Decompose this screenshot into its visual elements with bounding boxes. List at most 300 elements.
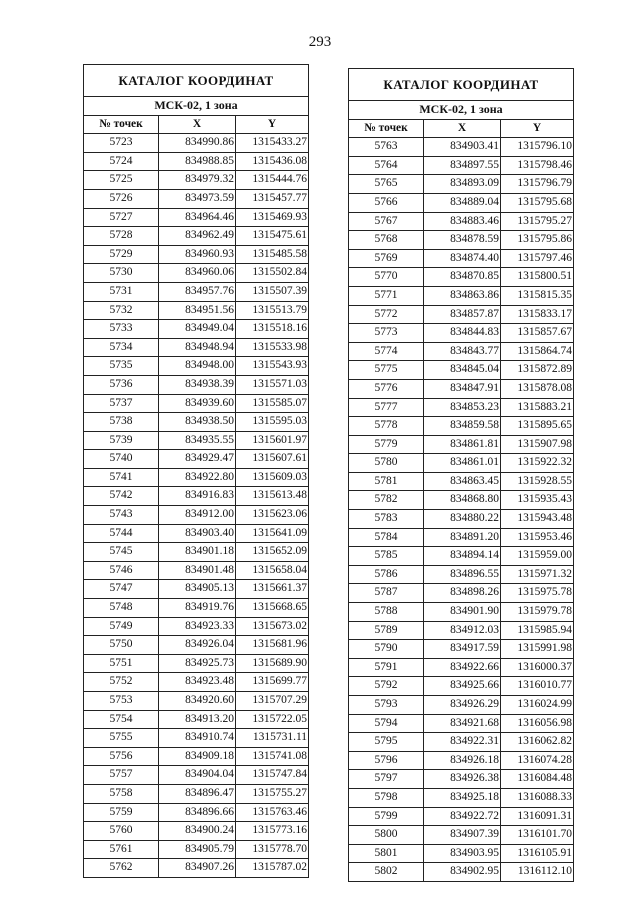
y-coordinate-cell: 1315922.32	[501, 454, 574, 473]
y-coordinate-cell: 1315444.76	[236, 171, 309, 190]
y-coordinate-cell: 1315800.51	[501, 268, 574, 287]
point-number-cell: 5739	[84, 431, 159, 450]
y-coordinate-cell: 1315953.46	[501, 528, 574, 547]
table-row	[349, 528, 574, 547]
table-row	[349, 696, 574, 715]
table-row	[84, 171, 309, 190]
table-row	[84, 673, 309, 692]
y-coordinate-cell: 1315787.02	[236, 859, 309, 878]
point-number-cell: 5731	[84, 282, 159, 301]
table-row	[84, 747, 309, 766]
y-coordinate-cell: 1316074.28	[501, 751, 574, 770]
table-row	[84, 208, 309, 227]
y-coordinate-cell: 1315857.67	[501, 324, 574, 343]
table-row	[349, 770, 574, 789]
x-coordinate-cell: 834912.00	[159, 506, 236, 525]
x-coordinate-cell: 834857.87	[424, 305, 501, 324]
x-coordinate-cell: 834973.59	[159, 189, 236, 208]
y-coordinate-cell: 1316101.70	[501, 826, 574, 845]
y-coordinate-cell: 1315571.03	[236, 375, 309, 394]
y-coordinate-cell: 1315798.46	[501, 156, 574, 175]
table-row	[84, 636, 309, 655]
x-coordinate-cell: 834878.59	[424, 231, 501, 250]
table-row	[84, 803, 309, 822]
x-coordinate-cell: 834926.04	[159, 636, 236, 655]
point-number-cell: 5776	[349, 379, 424, 398]
y-coordinate-cell: 1315658.04	[236, 561, 309, 580]
x-coordinate-cell: 834863.45	[424, 472, 501, 491]
y-coordinate-cell: 1315543.93	[236, 357, 309, 376]
table-row	[84, 784, 309, 803]
table-row	[84, 840, 309, 859]
table-row	[84, 766, 309, 785]
point-number-cell: 5782	[349, 491, 424, 510]
table-row	[349, 398, 574, 417]
table-row	[349, 677, 574, 696]
point-number-cell: 5752	[84, 673, 159, 692]
x-coordinate-cell: 834960.93	[159, 245, 236, 264]
column-header-y: Y	[236, 115, 309, 134]
x-coordinate-cell: 834988.85	[159, 152, 236, 171]
table-row	[349, 826, 574, 845]
point-number-cell: 5757	[84, 766, 159, 785]
x-coordinate-cell: 834913.20	[159, 710, 236, 729]
point-number-cell: 5765	[349, 175, 424, 194]
point-number-cell: 5778	[349, 417, 424, 436]
table-row	[349, 584, 574, 603]
y-coordinate-cell: 1315699.77	[236, 673, 309, 692]
point-number-cell: 5794	[349, 714, 424, 733]
y-coordinate-cell: 1315457.77	[236, 189, 309, 208]
table-row	[349, 454, 574, 473]
point-number-cell: 5781	[349, 472, 424, 491]
x-coordinate-cell: 834926.18	[424, 751, 501, 770]
x-coordinate-cell: 834903.41	[424, 138, 501, 157]
table-row	[84, 506, 309, 525]
page-number: 293	[308, 34, 332, 50]
catalog-title: КАТАЛОГ КООРДИНАТ	[84, 65, 309, 97]
x-coordinate-cell: 834912.03	[424, 621, 501, 640]
x-coordinate-cell: 834868.80	[424, 491, 501, 510]
point-number-cell: 5786	[349, 565, 424, 584]
point-number-cell: 5732	[84, 301, 159, 320]
table-row	[84, 301, 309, 320]
point-number-cell: 5775	[349, 361, 424, 380]
point-number-cell: 5738	[84, 413, 159, 432]
y-coordinate-cell: 1315433.27	[236, 134, 309, 153]
y-coordinate-cell: 1315959.00	[501, 547, 574, 566]
x-coordinate-cell: 834894.14	[424, 547, 501, 566]
table-row	[349, 379, 574, 398]
point-number-cell: 5726	[84, 189, 159, 208]
point-number-cell: 5772	[349, 305, 424, 324]
point-number-cell: 5747	[84, 580, 159, 599]
table-row	[84, 729, 309, 748]
y-coordinate-cell: 1315607.61	[236, 450, 309, 469]
table-row	[349, 658, 574, 677]
x-coordinate-cell: 834949.04	[159, 320, 236, 339]
y-coordinate-cell: 1315795.68	[501, 193, 574, 212]
table-row	[349, 751, 574, 770]
table-row	[349, 286, 574, 305]
y-coordinate-cell: 1315469.93	[236, 208, 309, 227]
y-coordinate-cell: 1316084.48	[501, 770, 574, 789]
x-coordinate-cell: 834951.56	[159, 301, 236, 320]
point-number-cell: 5750	[84, 636, 159, 655]
point-number-cell: 5771	[349, 286, 424, 305]
point-number-cell: 5768	[349, 231, 424, 250]
x-coordinate-cell: 834896.47	[159, 784, 236, 803]
catalog-body-right	[349, 138, 574, 882]
point-number-cell: 5762	[84, 859, 159, 878]
y-coordinate-cell: 1316024.99	[501, 696, 574, 715]
y-coordinate-cell: 1315533.98	[236, 338, 309, 357]
table-row	[349, 472, 574, 491]
y-coordinate-cell: 1315609.03	[236, 468, 309, 487]
point-number-cell: 5769	[349, 249, 424, 268]
x-coordinate-cell: 834902.95	[424, 863, 501, 882]
x-coordinate-cell: 834922.80	[159, 468, 236, 487]
table-row	[349, 193, 574, 212]
point-number-cell: 5744	[84, 524, 159, 543]
x-coordinate-cell: 834948.00	[159, 357, 236, 376]
y-coordinate-cell: 1315641.09	[236, 524, 309, 543]
point-number-cell: 5760	[84, 822, 159, 841]
table-row	[84, 859, 309, 878]
x-coordinate-cell: 834948.94	[159, 338, 236, 357]
table-row	[84, 710, 309, 729]
x-coordinate-cell: 834861.81	[424, 435, 501, 454]
table-row	[84, 580, 309, 599]
x-coordinate-cell: 834979.32	[159, 171, 236, 190]
table-row	[349, 733, 574, 752]
x-coordinate-cell: 834922.31	[424, 733, 501, 752]
y-coordinate-cell: 1315943.48	[501, 510, 574, 529]
point-number-cell: 5756	[84, 747, 159, 766]
table-row	[84, 320, 309, 339]
table-row	[84, 357, 309, 376]
y-coordinate-cell: 1315707.29	[236, 692, 309, 711]
x-coordinate-cell: 834990.86	[159, 134, 236, 153]
y-coordinate-cell: 1315795.27	[501, 212, 574, 231]
x-coordinate-cell: 834883.46	[424, 212, 501, 231]
point-number-cell: 5728	[84, 227, 159, 246]
y-coordinate-cell: 1315773.16	[236, 822, 309, 841]
point-number-cell: 5736	[84, 375, 159, 394]
y-coordinate-cell: 1315485.58	[236, 245, 309, 264]
table-row	[84, 617, 309, 636]
x-coordinate-cell: 834925.18	[424, 788, 501, 807]
table-row	[349, 417, 574, 436]
y-coordinate-cell: 1315513.79	[236, 301, 309, 320]
point-number-cell: 5737	[84, 394, 159, 413]
table-row	[84, 245, 309, 264]
table-row	[349, 324, 574, 343]
y-coordinate-cell: 1315673.02	[236, 617, 309, 636]
table-row	[349, 788, 574, 807]
x-coordinate-cell: 834901.90	[424, 603, 501, 622]
y-coordinate-cell: 1315864.74	[501, 342, 574, 361]
table-row	[84, 282, 309, 301]
y-coordinate-cell: 1315778.70	[236, 840, 309, 859]
x-coordinate-cell: 834939.60	[159, 394, 236, 413]
point-number-cell: 5789	[349, 621, 424, 640]
y-coordinate-cell: 1315595.03	[236, 413, 309, 432]
table-row	[84, 338, 309, 357]
zone-label: МСК-02, 1 зона	[84, 97, 309, 116]
point-number-cell: 5748	[84, 599, 159, 618]
y-coordinate-cell: 1315796.10	[501, 138, 574, 157]
x-coordinate-cell: 834898.26	[424, 584, 501, 603]
x-coordinate-cell: 834900.24	[159, 822, 236, 841]
x-coordinate-cell: 834957.76	[159, 282, 236, 301]
x-coordinate-cell: 834880.22	[424, 510, 501, 529]
point-number-cell: 5780	[349, 454, 424, 473]
x-coordinate-cell: 834905.13	[159, 580, 236, 599]
table-row	[349, 435, 574, 454]
table-row	[349, 231, 574, 250]
x-coordinate-cell: 834909.18	[159, 747, 236, 766]
table-row	[349, 844, 574, 863]
x-coordinate-cell: 834922.72	[424, 807, 501, 826]
point-number-cell: 5740	[84, 450, 159, 469]
table-row	[349, 640, 574, 659]
point-number-cell: 5746	[84, 561, 159, 580]
point-number-cell: 5783	[349, 510, 424, 529]
x-coordinate-cell: 834910.74	[159, 729, 236, 748]
y-coordinate-cell: 1315971.32	[501, 565, 574, 584]
x-coordinate-cell: 834905.79	[159, 840, 236, 859]
point-number-cell: 5788	[349, 603, 424, 622]
y-coordinate-cell: 1315668.65	[236, 599, 309, 618]
point-number-cell: 5734	[84, 338, 159, 357]
y-coordinate-cell: 1315907.98	[501, 435, 574, 454]
y-coordinate-cell: 1316091.31	[501, 807, 574, 826]
coordinate-catalog-left	[83, 64, 309, 878]
point-number-cell: 5773	[349, 324, 424, 343]
point-number-cell: 5795	[349, 733, 424, 752]
column-header-point-number: № точек	[349, 119, 424, 138]
column-header-x: X	[424, 119, 501, 138]
table-row	[84, 543, 309, 562]
x-coordinate-cell: 834923.33	[159, 617, 236, 636]
x-coordinate-cell: 834889.04	[424, 193, 501, 212]
catalog-title: КАТАЛОГ КООРДИНАТ	[349, 69, 574, 101]
y-coordinate-cell: 1315623.06	[236, 506, 309, 525]
x-coordinate-cell: 834926.38	[424, 770, 501, 789]
x-coordinate-cell: 834847.91	[424, 379, 501, 398]
point-number-cell: 5749	[84, 617, 159, 636]
table-row	[84, 134, 309, 153]
x-coordinate-cell: 834938.50	[159, 413, 236, 432]
table-row	[84, 822, 309, 841]
y-coordinate-cell: 1316112.10	[501, 863, 574, 882]
point-number-cell: 5725	[84, 171, 159, 190]
y-coordinate-cell: 1316056.98	[501, 714, 574, 733]
point-number-cell: 5753	[84, 692, 159, 711]
x-coordinate-cell: 834901.18	[159, 543, 236, 562]
table-row	[349, 510, 574, 529]
y-coordinate-cell: 1315436.08	[236, 152, 309, 171]
y-coordinate-cell: 1315507.39	[236, 282, 309, 301]
x-coordinate-cell: 834919.76	[159, 599, 236, 618]
y-coordinate-cell: 1315681.96	[236, 636, 309, 655]
point-number-cell: 5751	[84, 654, 159, 673]
coordinate-catalog-right	[348, 68, 574, 882]
table-row	[349, 156, 574, 175]
point-number-cell: 5785	[349, 547, 424, 566]
x-coordinate-cell: 834853.23	[424, 398, 501, 417]
y-coordinate-cell: 1315979.78	[501, 603, 574, 622]
point-number-cell: 5791	[349, 658, 424, 677]
table-row	[84, 431, 309, 450]
table-row	[349, 138, 574, 157]
table-row	[349, 714, 574, 733]
point-number-cell: 5798	[349, 788, 424, 807]
table-row	[84, 692, 309, 711]
y-coordinate-cell: 1315975.78	[501, 584, 574, 603]
x-coordinate-cell: 834907.26	[159, 859, 236, 878]
x-coordinate-cell: 834904.04	[159, 766, 236, 785]
point-number-cell: 5787	[349, 584, 424, 603]
x-coordinate-cell: 834896.55	[424, 565, 501, 584]
table-row	[349, 863, 574, 882]
point-number-cell: 5800	[349, 826, 424, 845]
y-coordinate-cell: 1315795.86	[501, 231, 574, 250]
y-coordinate-cell: 1315722.05	[236, 710, 309, 729]
table-row	[349, 547, 574, 566]
table-row	[349, 603, 574, 622]
point-number-cell: 5797	[349, 770, 424, 789]
point-number-cell: 5801	[349, 844, 424, 863]
y-coordinate-cell: 1316000.37	[501, 658, 574, 677]
point-number-cell: 5763	[349, 138, 424, 157]
point-number-cell: 5730	[84, 264, 159, 283]
x-coordinate-cell: 834896.66	[159, 803, 236, 822]
x-coordinate-cell: 834921.68	[424, 714, 501, 733]
y-coordinate-cell: 1316105.91	[501, 844, 574, 863]
point-number-cell: 5784	[349, 528, 424, 547]
y-coordinate-cell: 1315755.27	[236, 784, 309, 803]
table-row	[84, 394, 309, 413]
x-coordinate-cell: 834925.73	[159, 654, 236, 673]
point-number-cell: 5724	[84, 152, 159, 171]
point-number-cell: 5755	[84, 729, 159, 748]
point-number-cell: 5735	[84, 357, 159, 376]
x-coordinate-cell: 834901.48	[159, 561, 236, 580]
x-coordinate-cell: 834922.66	[424, 658, 501, 677]
y-coordinate-cell: 1315991.98	[501, 640, 574, 659]
table-row	[84, 375, 309, 394]
table-row	[349, 565, 574, 584]
x-coordinate-cell: 834844.83	[424, 324, 501, 343]
x-coordinate-cell: 834903.95	[424, 844, 501, 863]
column-header-x: X	[159, 115, 236, 134]
x-coordinate-cell: 834935.55	[159, 431, 236, 450]
y-coordinate-cell: 1315797.46	[501, 249, 574, 268]
x-coordinate-cell: 834962.49	[159, 227, 236, 246]
table-row	[349, 268, 574, 287]
y-coordinate-cell: 1315518.16	[236, 320, 309, 339]
y-coordinate-cell: 1315661.37	[236, 580, 309, 599]
x-coordinate-cell: 834929.47	[159, 450, 236, 469]
x-coordinate-cell: 834897.55	[424, 156, 501, 175]
y-coordinate-cell: 1316062.82	[501, 733, 574, 752]
column-header-point-number: № точек	[84, 115, 159, 134]
point-number-cell: 5741	[84, 468, 159, 487]
point-number-cell: 5766	[349, 193, 424, 212]
x-coordinate-cell: 834891.20	[424, 528, 501, 547]
catalog-body-left	[84, 134, 309, 878]
y-coordinate-cell: 1315883.21	[501, 398, 574, 417]
x-coordinate-cell: 834874.40	[424, 249, 501, 268]
table-row	[84, 264, 309, 283]
y-coordinate-cell: 1316010.77	[501, 677, 574, 696]
point-number-cell: 5796	[349, 751, 424, 770]
table-row	[349, 212, 574, 231]
point-number-cell: 5793	[349, 696, 424, 715]
table-row	[84, 227, 309, 246]
y-coordinate-cell: 1315613.48	[236, 487, 309, 506]
point-number-cell: 5802	[349, 863, 424, 882]
point-number-cell: 5727	[84, 208, 159, 227]
point-number-cell: 5759	[84, 803, 159, 822]
point-number-cell: 5758	[84, 784, 159, 803]
x-coordinate-cell: 834923.48	[159, 673, 236, 692]
table-row	[84, 152, 309, 171]
point-number-cell: 5799	[349, 807, 424, 826]
point-number-cell: 5779	[349, 435, 424, 454]
point-number-cell: 5745	[84, 543, 159, 562]
y-coordinate-cell: 1316088.33	[501, 788, 574, 807]
table-row	[84, 450, 309, 469]
point-number-cell: 5729	[84, 245, 159, 264]
x-coordinate-cell: 834916.83	[159, 487, 236, 506]
table-row	[349, 249, 574, 268]
x-coordinate-cell: 834920.60	[159, 692, 236, 711]
x-coordinate-cell: 834938.39	[159, 375, 236, 394]
x-coordinate-cell: 834870.85	[424, 268, 501, 287]
y-coordinate-cell: 1315747.84	[236, 766, 309, 785]
table-row	[349, 361, 574, 380]
zone-label: МСК-02, 1 зона	[349, 101, 574, 120]
point-number-cell: 5792	[349, 677, 424, 696]
y-coordinate-cell: 1315928.55	[501, 472, 574, 491]
table-row	[84, 561, 309, 580]
table-row	[349, 342, 574, 361]
x-coordinate-cell: 834843.77	[424, 342, 501, 361]
table-row	[349, 491, 574, 510]
x-coordinate-cell: 834926.29	[424, 696, 501, 715]
y-coordinate-cell: 1315689.90	[236, 654, 309, 673]
y-coordinate-cell: 1315833.17	[501, 305, 574, 324]
y-coordinate-cell: 1315872.89	[501, 361, 574, 380]
point-number-cell: 5774	[349, 342, 424, 361]
x-coordinate-cell: 834845.04	[424, 361, 501, 380]
point-number-cell: 5777	[349, 398, 424, 417]
y-coordinate-cell: 1315475.61	[236, 227, 309, 246]
y-coordinate-cell: 1315502.84	[236, 264, 309, 283]
y-coordinate-cell: 1315895.65	[501, 417, 574, 436]
point-number-cell: 5767	[349, 212, 424, 231]
y-coordinate-cell: 1315585.07	[236, 394, 309, 413]
x-coordinate-cell: 834964.46	[159, 208, 236, 227]
y-coordinate-cell: 1315935.43	[501, 491, 574, 510]
table-row	[349, 807, 574, 826]
y-coordinate-cell: 1315796.79	[501, 175, 574, 194]
table-row	[84, 654, 309, 673]
x-coordinate-cell: 834925.66	[424, 677, 501, 696]
